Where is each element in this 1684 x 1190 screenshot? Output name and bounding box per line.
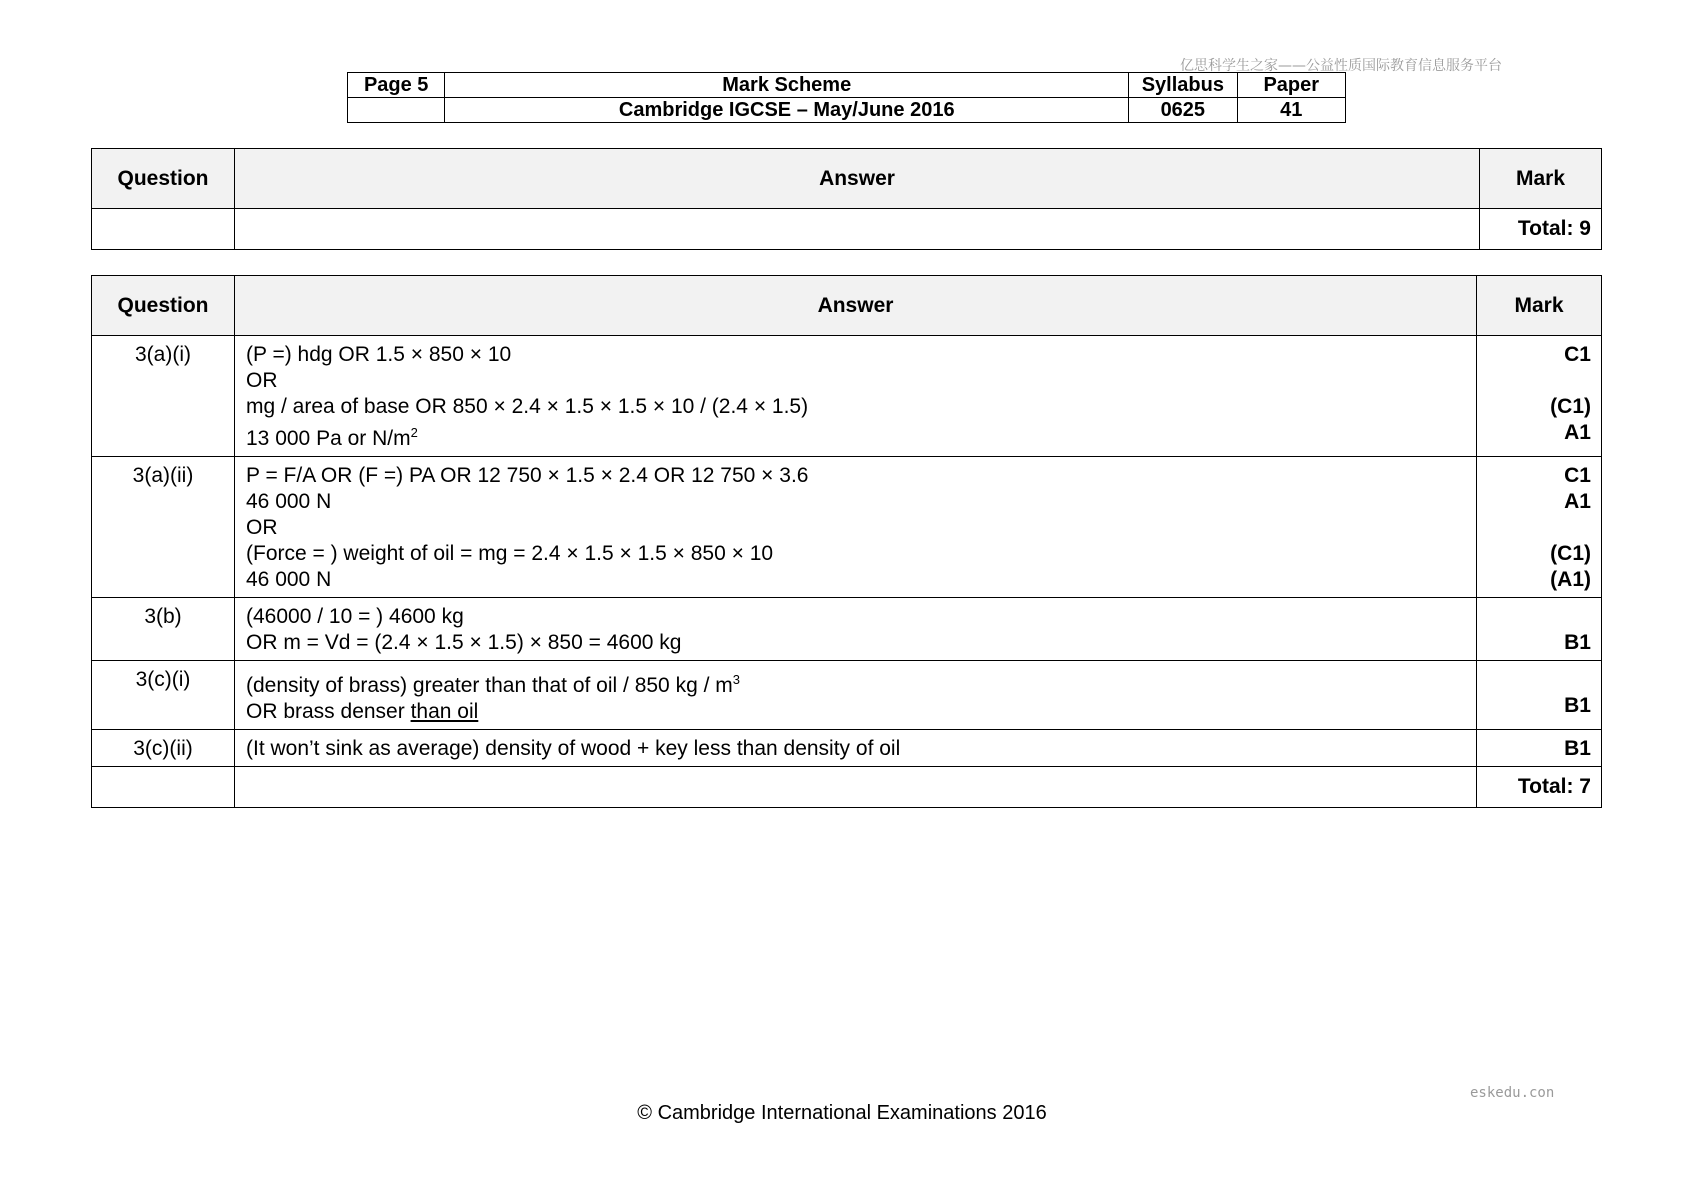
watermark-bottom: eskedu.con <box>1470 1085 1555 1101</box>
answer-line: (46000 / 10 = ) 4600 kg <box>246 605 464 628</box>
answer-line: mg / area of base OR 850 × 2.4 × 1.5 × 1.5 × 10 / (2.4 × 1.5) <box>246 395 809 418</box>
header-table <box>347 72 1346 123</box>
watermark-top: 亿思科学生之家——公益性质国际教育信息服务平台 <box>1180 58 1502 74</box>
mark-value <box>1481 667 1591 693</box>
total-mark: Total: 7 <box>1477 767 1602 808</box>
answer-line: OR <box>246 369 278 392</box>
mark-cell <box>1477 730 1602 767</box>
question-number: 3(c)(ii) <box>92 730 235 767</box>
table-row <box>92 457 1602 598</box>
mark-value: A1 <box>1564 490 1591 513</box>
answer-line: (Force = ) weight of oil = mg = 2.4 × 1.5 × 1.5 × 850 × 10 <box>246 542 774 565</box>
answer-text: OR brass denser <box>246 700 411 723</box>
mark-value: C1 <box>1564 343 1591 366</box>
question-number: 3(a)(i) <box>92 336 235 457</box>
col-header-mark: Mark <box>1480 149 1602 209</box>
answer-line-with-sup <box>246 420 1466 452</box>
table-row <box>92 661 1602 730</box>
total-mark: Total: 9 <box>1480 209 1602 250</box>
header-paper: 41 <box>1237 98 1345 123</box>
mark-value: (A1) <box>1550 568 1591 591</box>
superscript: 3 <box>732 672 740 687</box>
underlined-text: than oil <box>410 700 479 723</box>
mark-value: B1 <box>1564 631 1591 654</box>
answer-line: 46 000 N <box>246 490 332 513</box>
empty-cell <box>92 767 235 808</box>
mark-scheme-table-2 <box>91 275 1602 808</box>
col-header-mark: Mark <box>1477 276 1602 336</box>
header-page: Page 5 <box>348 73 445 98</box>
header-subtitle: Cambridge IGCSE – May/June 2016 <box>445 98 1129 123</box>
mark-value: B1 <box>1564 694 1591 717</box>
empty-cell <box>92 209 235 250</box>
answer-cell <box>235 730 1477 767</box>
mark-value: (C1) <box>1550 542 1591 565</box>
total-row <box>92 209 1602 250</box>
question-number: 3(c)(i) <box>92 661 235 730</box>
header-paper-label: Paper <box>1237 73 1345 98</box>
mark-value <box>1481 368 1591 394</box>
question-number: 3(b) <box>92 598 235 661</box>
col-header-question: Question <box>92 276 235 336</box>
mark-cell <box>1477 457 1602 598</box>
mark-value <box>1481 604 1591 630</box>
answer-text: (density of brass) greater than that of oil / 850 kg / m <box>246 674 733 697</box>
header-syllabus: 0625 <box>1129 98 1237 123</box>
mark-cell <box>1477 598 1602 661</box>
answer-cell <box>235 661 1477 730</box>
mark-value: B1 <box>1564 737 1591 760</box>
footer-copyright: © Cambridge International Examinations 2016 <box>637 1102 1047 1124</box>
answer-cell <box>235 457 1477 598</box>
answer-line: 46 000 N <box>246 568 332 591</box>
mark-cell <box>1477 336 1602 457</box>
answer-line-with-underline <box>246 699 1466 725</box>
mark-cell <box>1477 661 1602 730</box>
mark-value: (C1) <box>1550 395 1591 418</box>
empty-cell <box>235 209 1480 250</box>
mark-value: C1 <box>1564 464 1591 487</box>
answer-line: OR m = Vd = (2.4 × 1.5 × 1.5) × 850 = 4600 kg <box>246 631 682 654</box>
answer-cell <box>235 336 1477 457</box>
col-header-question: Question <box>92 149 235 209</box>
total-row <box>92 767 1602 808</box>
answer-line-with-sup <box>246 667 1466 699</box>
mark-value: A1 <box>1564 421 1591 444</box>
empty-cell <box>235 767 1477 808</box>
superscript: 2 <box>410 425 418 440</box>
answer-line: (It won’t sink as average) density of wood + key less than density of oil <box>246 737 901 760</box>
table-row <box>92 598 1602 661</box>
question-number: 3(a)(ii) <box>92 457 235 598</box>
answer-line: (P =) hdg OR 1.5 × 850 × 10 <box>246 343 512 366</box>
table-row <box>92 730 1602 767</box>
table-row <box>92 336 1602 457</box>
col-header-answer: Answer <box>235 149 1480 209</box>
answer-line: OR <box>246 516 278 539</box>
answer-cell <box>235 598 1477 661</box>
header-title: Mark Scheme <box>445 73 1129 98</box>
mark-scheme-table-1 <box>91 148 1602 250</box>
mark-value <box>1481 515 1591 541</box>
header-empty-cell <box>348 98 445 123</box>
answer-line: P = F/A OR (F =) PA OR 12 750 × 1.5 × 2.4 OR 12 750 × 3.6 <box>246 464 809 487</box>
col-header-answer: Answer <box>235 276 1477 336</box>
header-syllabus-label: Syllabus <box>1129 73 1237 98</box>
answer-text: 13 000 Pa or N/m <box>246 427 411 450</box>
